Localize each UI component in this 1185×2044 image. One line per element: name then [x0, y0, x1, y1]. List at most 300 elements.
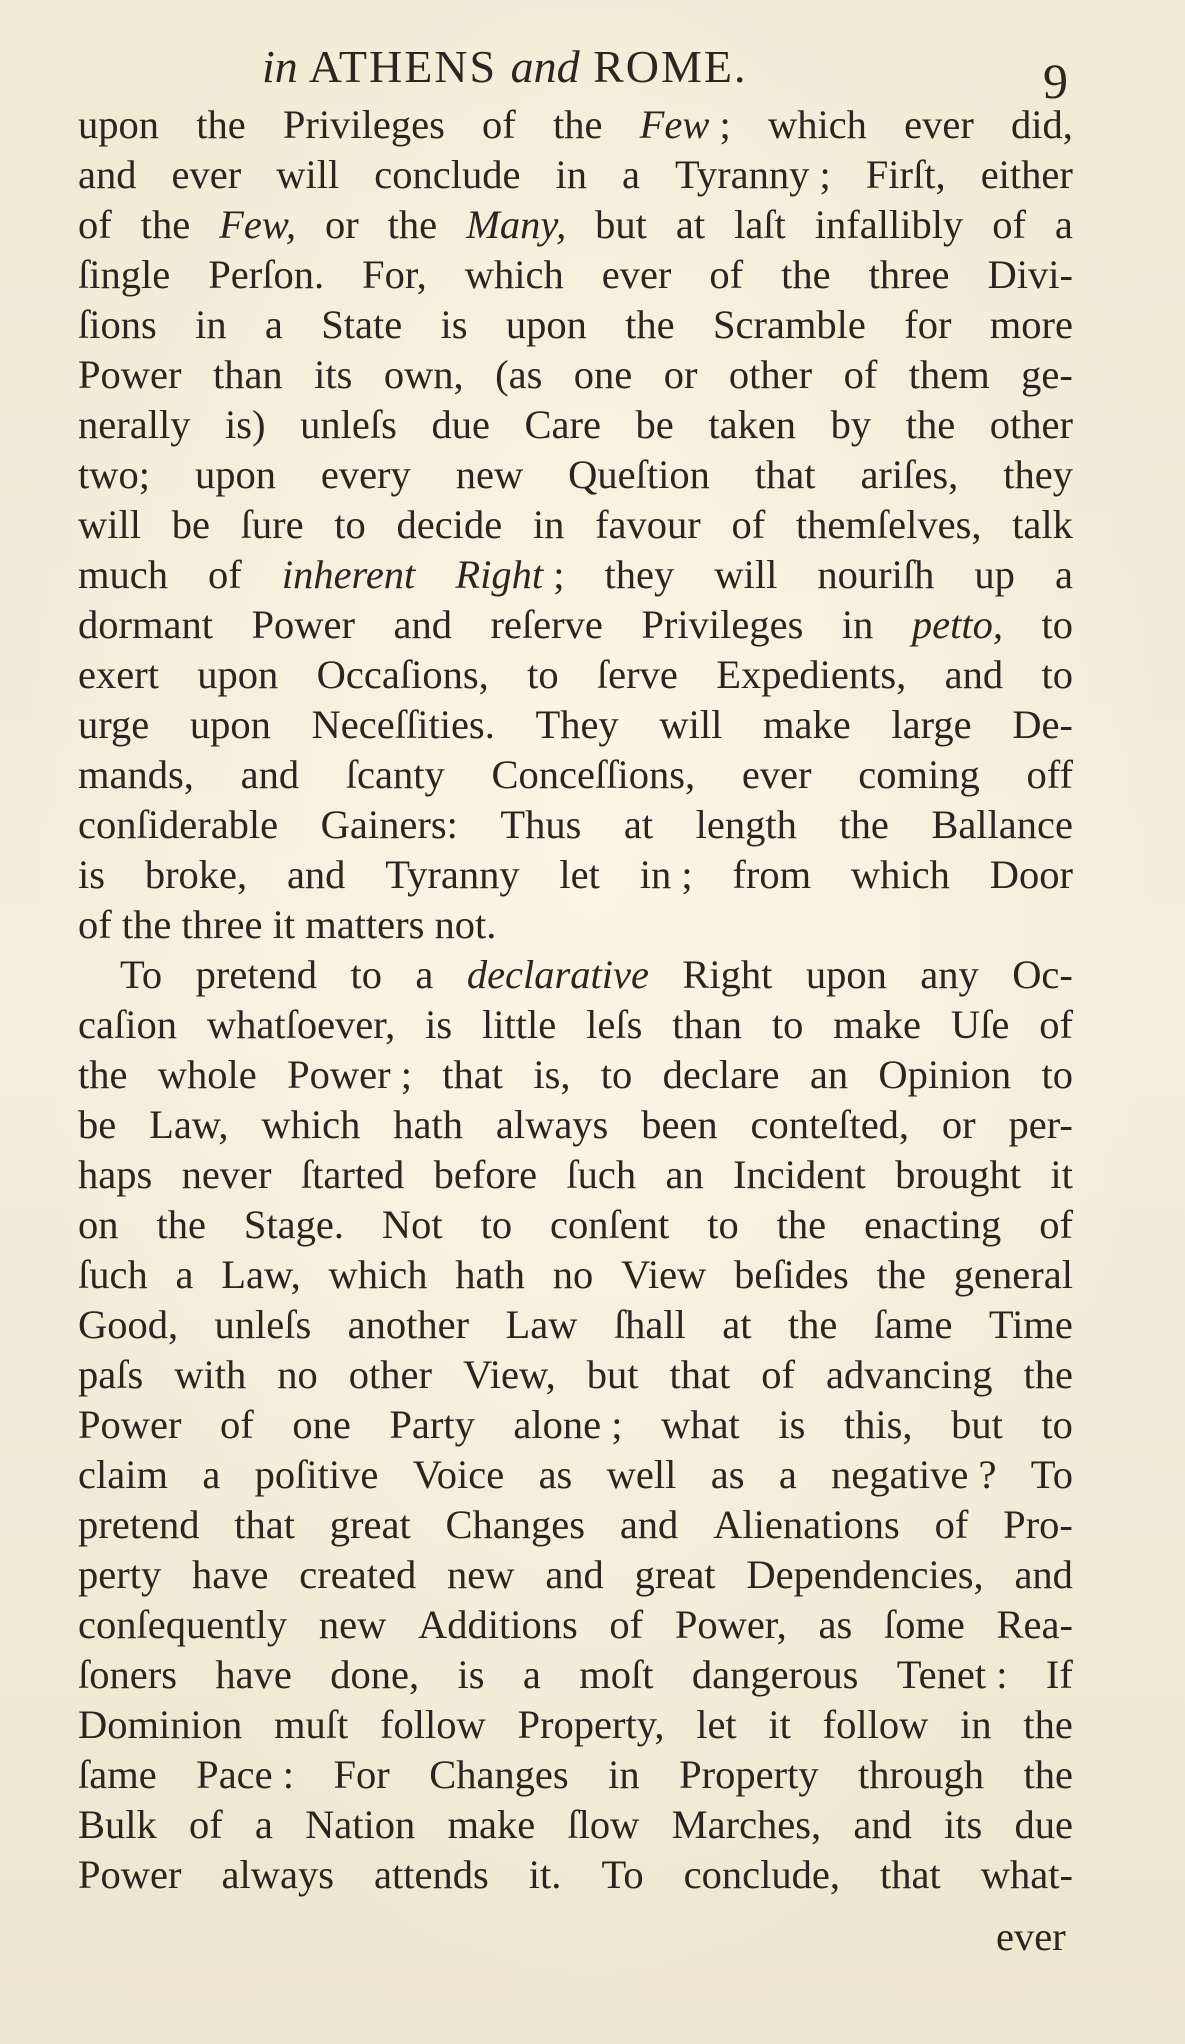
word: For,	[362, 252, 427, 297]
word-italic: petto,	[911, 602, 1003, 647]
word: and	[619, 1502, 679, 1547]
word: it	[768, 1702, 791, 1747]
word: exert	[78, 652, 159, 697]
word: They	[535, 702, 619, 747]
word: nouriſh	[817, 552, 935, 597]
word: with	[174, 1352, 247, 1397]
word: leſs	[586, 1002, 643, 1047]
word: (as	[495, 352, 543, 397]
word: two;	[78, 452, 151, 497]
word: ſtarted	[300, 1152, 405, 1197]
word: Pace	[196, 1752, 273, 1797]
word: but	[586, 1352, 639, 1397]
word: a	[778, 1452, 797, 1497]
word: to	[527, 652, 559, 697]
word: ſame	[78, 1752, 157, 1797]
word: of	[1039, 1002, 1073, 1047]
word: is	[778, 1402, 806, 1447]
word-italic: Many,	[466, 202, 567, 247]
word: Nation	[305, 1802, 416, 1847]
running-head-prefix: in	[262, 41, 298, 92]
word: to	[600, 1052, 633, 1097]
text-line	[78, 1650, 1073, 1700]
text-line	[78, 450, 1073, 500]
word: urge	[78, 702, 150, 747]
text-line	[78, 1550, 1073, 1600]
word: not.	[434, 902, 497, 947]
word: or	[324, 202, 359, 247]
word: matters	[305, 902, 425, 947]
word: of	[843, 352, 878, 397]
text-line	[78, 1100, 1073, 1150]
word: as	[818, 1602, 853, 1647]
text-line	[78, 350, 1073, 400]
word: at	[722, 1302, 752, 1347]
word: dangerous	[691, 1652, 859, 1697]
text-line	[78, 950, 1073, 1000]
word: be	[171, 502, 210, 547]
word: Power	[287, 1052, 391, 1097]
word: any	[920, 952, 979, 997]
word: ſingle	[78, 252, 171, 297]
word: coming	[858, 752, 980, 797]
word-group	[675, 150, 831, 200]
word: never	[181, 1152, 272, 1197]
word: new	[318, 1602, 387, 1647]
word: upon	[194, 452, 276, 497]
punctuation: :	[996, 1652, 1008, 1697]
text-line	[78, 100, 1073, 150]
word: conſiderable	[78, 802, 279, 847]
text-line	[78, 200, 1073, 250]
word: of	[78, 902, 112, 947]
text-line	[78, 1350, 1073, 1400]
word: a	[621, 152, 640, 197]
word: Power	[78, 1852, 182, 1897]
word: decide	[396, 502, 503, 547]
word: always	[495, 1102, 609, 1147]
word: hath	[455, 1252, 525, 1297]
word: favour	[595, 502, 701, 547]
word: and	[286, 852, 346, 897]
word: either	[980, 152, 1073, 197]
word: unleſs	[300, 402, 397, 447]
word: Rea-	[996, 1602, 1073, 1647]
word: Queſtion	[568, 452, 710, 497]
word: that	[669, 1352, 731, 1397]
word: one	[573, 352, 633, 397]
word: Occaſions,	[316, 652, 489, 697]
text-line	[78, 700, 1073, 750]
word: ever	[601, 252, 672, 297]
word: ſions	[78, 302, 157, 347]
word: perty	[78, 1552, 162, 1597]
word: of	[482, 102, 516, 147]
word: ever	[171, 152, 242, 197]
word: be	[78, 1102, 117, 1147]
punctuation: ;	[400, 1052, 412, 1097]
word: Right	[682, 952, 773, 997]
word: View,	[462, 1352, 556, 1397]
word: Oc-	[1012, 952, 1073, 997]
word: Power,	[674, 1602, 787, 1647]
word: and	[78, 152, 137, 197]
word: is	[440, 302, 468, 347]
catchword: ever	[996, 1914, 1066, 1959]
word: due	[1014, 1802, 1073, 1847]
word: due	[431, 402, 490, 447]
word: well	[606, 1452, 677, 1497]
word: and	[393, 602, 452, 647]
word: another	[347, 1302, 470, 1347]
word: they	[1003, 452, 1073, 497]
word: length	[695, 802, 797, 847]
word: of	[992, 202, 1026, 247]
word: Gainers:	[320, 802, 458, 847]
word: make	[833, 1002, 921, 1047]
word: the	[156, 1202, 206, 1247]
word: De-	[1012, 702, 1073, 747]
word: great	[634, 1552, 716, 1597]
word: three	[868, 252, 950, 297]
word: poſitive	[254, 1452, 379, 1497]
word: been	[641, 1102, 718, 1147]
word-group	[513, 1400, 622, 1450]
word: and	[545, 1552, 604, 1597]
word-italic: Few	[639, 102, 710, 147]
word: Expedients,	[716, 652, 907, 697]
word: talk	[1012, 502, 1073, 547]
word: State	[321, 302, 403, 347]
word: new	[447, 1552, 515, 1597]
word-group	[897, 1650, 1008, 1700]
text-line	[78, 1250, 1073, 1300]
word: a	[1054, 552, 1073, 597]
word: dormant	[78, 602, 213, 647]
word: Conceſſions,	[491, 752, 696, 797]
word: to	[334, 502, 366, 547]
text-line	[78, 1600, 1073, 1650]
text-line	[78, 1700, 1073, 1750]
word: mands,	[78, 752, 194, 797]
text-line	[78, 1850, 1073, 1900]
word: will	[78, 502, 142, 547]
text-line	[78, 250, 1073, 300]
word: ever	[904, 102, 974, 147]
word: its	[314, 352, 353, 397]
word: laſt	[734, 202, 786, 247]
word: nerally	[78, 402, 191, 447]
word: up	[974, 552, 1015, 597]
word: at	[623, 802, 654, 847]
word: off	[1026, 752, 1073, 797]
word: ever	[741, 752, 812, 797]
word: ſuch	[78, 1252, 148, 1297]
word: this,	[843, 1402, 913, 1447]
word: Door	[989, 852, 1073, 897]
word-italic: declarative	[466, 952, 649, 997]
word: general	[953, 1252, 1073, 1297]
word: themſelves,	[795, 502, 982, 547]
word: in	[195, 302, 227, 347]
word: of	[78, 202, 112, 247]
word: that	[442, 1052, 504, 1097]
text-line	[78, 1200, 1073, 1250]
word: brought	[895, 1152, 1022, 1197]
word: the	[121, 902, 172, 947]
punctuation: ;	[611, 1402, 623, 1447]
word: will	[276, 152, 340, 197]
word-italic: inherent	[281, 552, 416, 597]
text-line	[78, 1400, 1073, 1450]
text-line	[78, 1000, 1073, 1050]
word: what-	[980, 1852, 1073, 1897]
text-line	[78, 650, 1073, 700]
word-italic: Right	[455, 552, 544, 597]
running-head	[262, 40, 748, 93]
word: upon	[505, 302, 587, 347]
word: which	[328, 1252, 428, 1297]
running-head-conjunction: and	[510, 41, 580, 92]
text-line	[78, 1500, 1073, 1550]
text-line	[78, 300, 1073, 350]
word: upon	[78, 102, 159, 147]
word: Incident	[733, 1152, 866, 1197]
word: attends	[374, 1852, 489, 1897]
word: of	[220, 1402, 254, 1447]
word: per-	[1008, 1102, 1073, 1147]
word: but	[951, 1402, 1003, 1447]
word: the	[787, 1302, 838, 1347]
punctuation: ;	[553, 552, 565, 597]
word: before	[433, 1152, 538, 1197]
word: Law	[505, 1302, 578, 1347]
word: Tenet	[896, 1652, 987, 1697]
word: infallibly	[814, 202, 964, 247]
word: as	[710, 1452, 745, 1497]
word: upon	[189, 702, 271, 747]
word: hath	[393, 1102, 463, 1147]
word: is	[457, 1652, 485, 1697]
punctuation: ;	[719, 102, 731, 147]
word: which	[464, 252, 564, 297]
punctuation: ;	[819, 152, 831, 197]
word: To	[601, 1852, 644, 1897]
word: for	[904, 302, 952, 347]
word: View	[621, 1252, 707, 1297]
word: ſure	[240, 502, 304, 547]
word: Marches,	[671, 1802, 822, 1847]
word: Voice	[412, 1452, 505, 1497]
word: in	[608, 1752, 640, 1797]
word: that	[754, 452, 816, 497]
word: alone	[513, 1402, 602, 1447]
word: from	[732, 852, 812, 897]
word: To	[1030, 1452, 1073, 1497]
word: Pro-	[1003, 1502, 1073, 1547]
word: make	[762, 702, 851, 747]
word: to	[1041, 1402, 1073, 1447]
word: is,	[533, 1052, 571, 1097]
word-group	[831, 1450, 996, 1500]
word: ſlow	[567, 1802, 640, 1847]
word-italic-group	[455, 550, 564, 600]
word: Alienations	[713, 1502, 900, 1547]
word: Changes	[445, 1502, 586, 1547]
word: a	[415, 952, 434, 997]
word: Not	[381, 1202, 443, 1247]
word: be	[635, 402, 674, 447]
word: conteſted,	[750, 1102, 910, 1147]
word: follow	[822, 1702, 929, 1747]
word: whatſoever,	[206, 1002, 396, 1047]
word: the	[781, 252, 831, 297]
word: conclude,	[683, 1852, 840, 1897]
word: Party	[389, 1402, 475, 1447]
word: and	[853, 1802, 912, 1847]
word: that	[880, 1852, 941, 1897]
word: which	[850, 852, 950, 897]
word: one	[292, 1402, 351, 1447]
word: by	[830, 402, 872, 447]
word: of	[731, 502, 766, 547]
word: than	[212, 352, 283, 397]
word: Privileges	[641, 602, 804, 647]
word: them	[908, 352, 990, 397]
word: will	[659, 702, 723, 747]
word: the	[78, 1052, 128, 1097]
word: three	[181, 902, 263, 947]
word: of	[761, 1352, 796, 1397]
word: to	[350, 952, 382, 997]
word: ſcanty	[345, 752, 445, 797]
word: more	[989, 302, 1073, 347]
word: of	[934, 1502, 969, 1547]
word: they	[604, 552, 675, 597]
text-line	[78, 1450, 1073, 1500]
word: but	[595, 202, 647, 247]
text-line	[78, 550, 1073, 600]
word: to	[771, 1002, 804, 1047]
word: of	[1039, 1202, 1073, 1247]
word: the	[625, 302, 675, 347]
word: to	[1041, 602, 1073, 647]
word: is	[78, 852, 106, 897]
word: Additions	[417, 1602, 578, 1647]
word: done,	[330, 1652, 420, 1697]
text-line	[78, 150, 1073, 200]
word: Power	[78, 352, 182, 397]
word: ge-	[1021, 352, 1073, 397]
text-line	[78, 1750, 1073, 1800]
word: and	[944, 652, 1004, 697]
text-line	[78, 900, 1073, 950]
word: upon	[805, 952, 887, 997]
word: let	[696, 1702, 737, 1747]
word-italic: Few,	[219, 202, 296, 247]
word: or	[663, 352, 698, 397]
word: claim	[78, 1452, 168, 1497]
word: the	[552, 102, 603, 147]
word: taken	[708, 402, 797, 447]
word: Ballance	[931, 802, 1073, 847]
word: Uſe	[950, 1002, 1010, 1047]
word: ſuch	[566, 1152, 637, 1197]
word: Good,	[78, 1302, 179, 1347]
word: ſame	[873, 1302, 953, 1347]
word: in	[639, 852, 672, 897]
word: Dominion	[78, 1702, 243, 1747]
text-line	[78, 500, 1073, 550]
word: it	[272, 902, 296, 947]
word: of	[188, 1802, 223, 1847]
word: have	[192, 1552, 269, 1597]
word: Law,	[149, 1102, 229, 1147]
word: large	[891, 702, 972, 747]
word: Scramble	[712, 302, 866, 347]
word: caſion	[78, 1002, 177, 1047]
word: and	[1014, 1552, 1073, 1597]
word: pretend	[195, 952, 318, 997]
word: than	[672, 1002, 743, 1047]
word: or	[941, 1102, 976, 1147]
word: the	[905, 402, 956, 447]
word: in	[841, 602, 874, 647]
word-group	[196, 1750, 294, 1800]
word: For	[333, 1752, 390, 1797]
word: have	[215, 1652, 292, 1697]
word: will	[714, 552, 778, 597]
word: broke,	[144, 852, 248, 897]
word: a	[254, 1802, 273, 1847]
text-line	[78, 1150, 1073, 1200]
word: reſerve	[490, 602, 603, 647]
word: To	[120, 952, 163, 997]
word: on	[78, 1202, 119, 1247]
word: as	[538, 1452, 573, 1497]
word: other	[348, 1352, 432, 1397]
word: Property,	[517, 1702, 665, 1747]
word: which	[767, 102, 867, 147]
running-head-word-2: ROME.	[593, 41, 748, 92]
word: Tyranny	[385, 852, 520, 897]
word: to	[1041, 1052, 1073, 1097]
word: at	[675, 202, 706, 247]
word: declare	[662, 1052, 780, 1097]
word: that	[234, 1502, 295, 1547]
word-italic-group	[640, 100, 731, 150]
word: make	[447, 1802, 536, 1847]
word: did,	[1011, 102, 1073, 147]
word: new	[455, 452, 524, 497]
punctuation: :	[282, 1752, 295, 1797]
word: and	[240, 752, 300, 797]
word: Power	[251, 602, 355, 647]
word: Changes	[429, 1752, 569, 1797]
page-number: 9	[1043, 53, 1068, 109]
word: negative	[831, 1452, 969, 1497]
word: ſerve	[596, 652, 678, 697]
word: Thus	[500, 802, 582, 847]
word: Privileges	[282, 102, 445, 147]
word: Bulk	[78, 1802, 157, 1847]
word: conſent	[550, 1202, 670, 1247]
word: is)	[225, 402, 266, 447]
word: Neceſſities.	[311, 702, 495, 747]
text-line	[78, 1050, 1073, 1100]
word: to	[1041, 652, 1073, 697]
word: the	[839, 802, 889, 847]
